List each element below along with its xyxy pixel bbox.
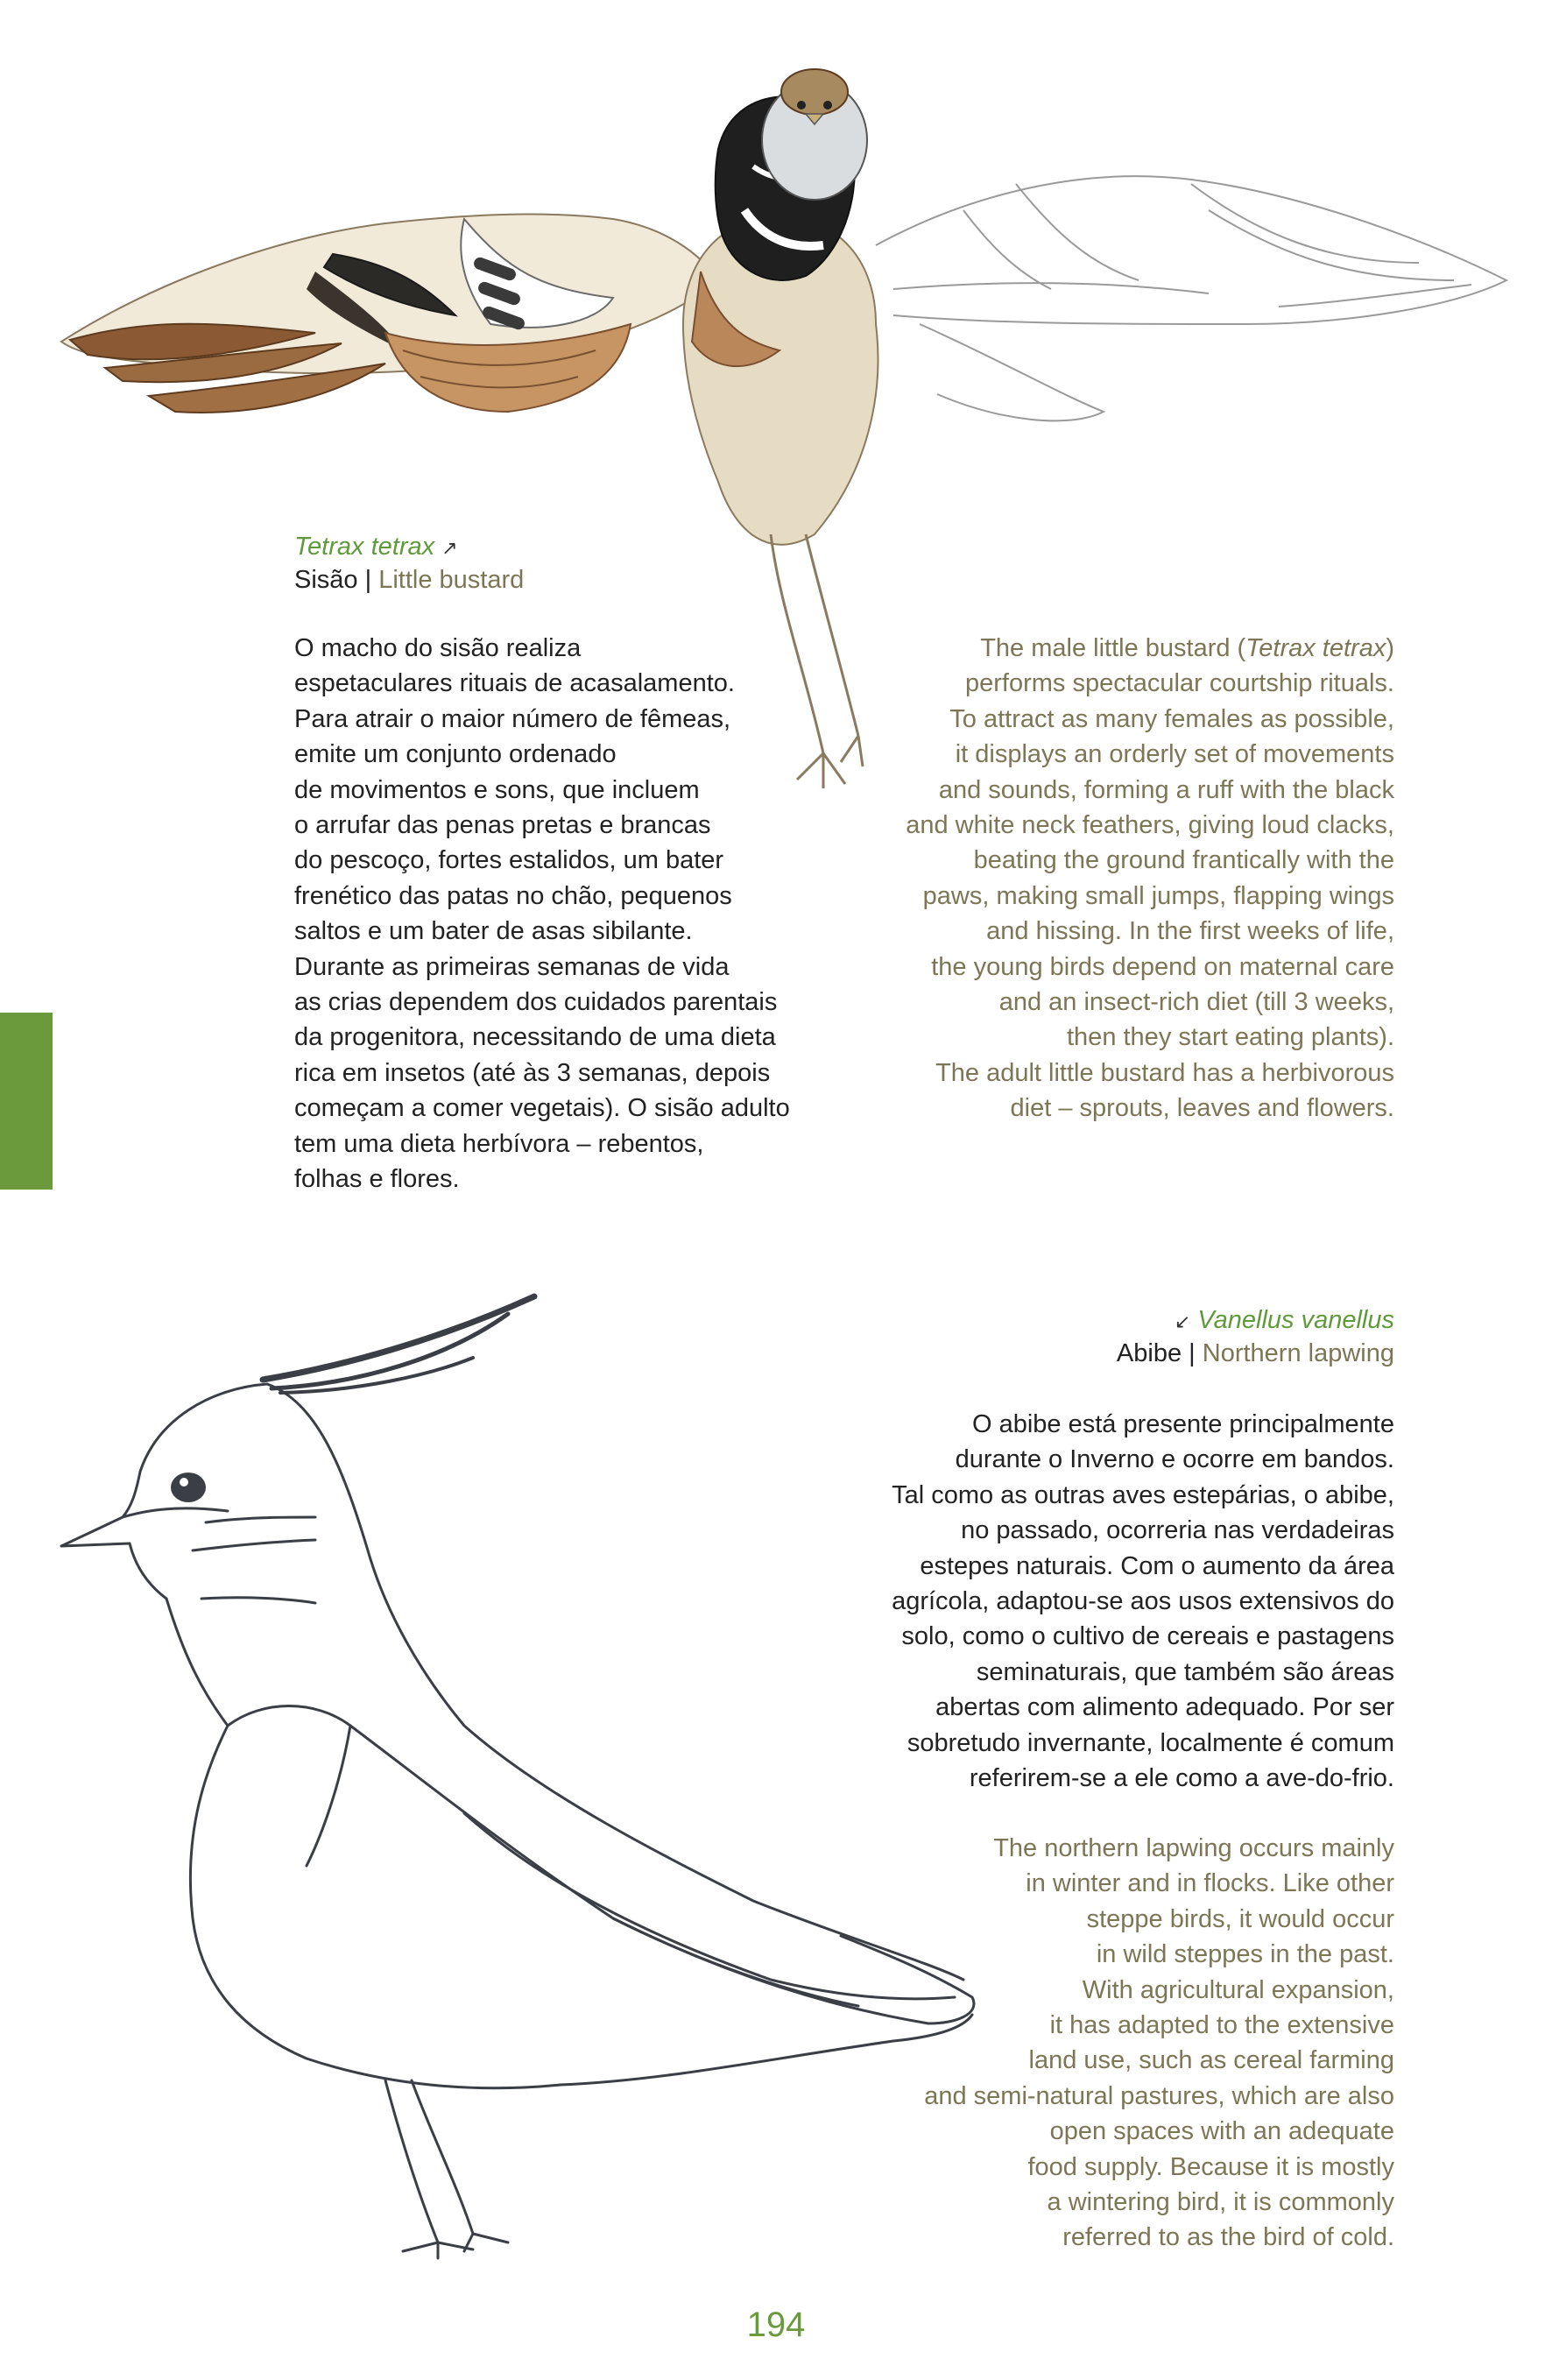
text-line: food supply. Because it is mostly [1027, 2152, 1394, 2181]
text-line: do pescoço, fortes estalidos, um bater [294, 846, 724, 875]
lapwing-latin-name [876, 1303, 1394, 1338]
text-line: in wild steppes in the past. [1096, 1940, 1394, 1969]
text-line: referred to as the bird of cold. [1062, 2223, 1394, 2252]
bustard-text-en [841, 631, 1394, 1126]
name-separator: | [1189, 1339, 1196, 1367]
text-line: Tal como as outras aves estepárias, o abibe, [892, 1480, 1394, 1509]
text-line: and white neck feathers, giving loud clacks, [906, 811, 1394, 840]
text-line: and an insect-rich diet (till 3 weeks, [998, 988, 1394, 1017]
bustard-text-pt [294, 631, 855, 1197]
text-line: seminaturais, que também são áreas [976, 1657, 1394, 1686]
text-line: sobretudo invernante, localmente é comum [907, 1728, 1394, 1757]
text-line: The northern lapwing occurs mainly [993, 1834, 1394, 1862]
text-line: then they start eating plants). [1067, 1023, 1394, 1052]
bustard-common-names [294, 563, 524, 597]
text-line: agrícola, adaptou-se aos usos extensivos do [892, 1587, 1394, 1616]
text-line: referirem-se a ele como a ave-do-frio. [969, 1764, 1394, 1793]
text-line: tem uma dieta herbívora – rebentos, [294, 1129, 704, 1158]
name-separator: | [364, 566, 372, 594]
text-line: no passado, ocorreria nas verdadeiras [961, 1516, 1394, 1545]
bustard-latin-text: Tetrax tetrax [294, 533, 435, 561]
bustard-name-en: Little bustard [378, 566, 525, 594]
text-line: saltos e um bater de asas sibilante. [294, 917, 693, 946]
text-line: and sounds, forming a ruff with the black [938, 775, 1394, 804]
bustard-left-wing [61, 215, 718, 413]
text-line: rica em insetos (até às 3 semanas, depois [294, 1058, 771, 1087]
text-line: paws, making small jumps, flapping wings [922, 881, 1394, 910]
bustard-body [683, 69, 878, 545]
page-number: 194 [746, 2306, 806, 2344]
text-line: performs spectacular courtship rituals. [965, 669, 1394, 698]
lapwing-text-pt [834, 1407, 1394, 1796]
bustard-en-rest [841, 666, 1394, 1126]
text-line: Para atrair o maior número de fêmeas, [294, 704, 731, 733]
text-line: steppe birds, it would occur [1086, 1904, 1394, 1933]
text-line: diet – sprouts, leaves and flowers. [1010, 1094, 1394, 1123]
text-line: Durante as primeiras semanas de vida [294, 952, 730, 981]
text-line: começam a comer vegetais). O sisão adulto [294, 1094, 790, 1123]
text-line: estepes naturais. Com o aumento da área [920, 1551, 1394, 1580]
text-line: The adult little bustard has a herbivorous [935, 1058, 1394, 1087]
text-line: da progenitora, necessitando de uma dieta [294, 1023, 776, 1052]
lapwing-name-pt: Abibe [1116, 1339, 1182, 1367]
arrow-down-left-icon: ↙ [1174, 1310, 1191, 1332]
lapwing-latin-text: Vanellus vanellus [1197, 1306, 1394, 1334]
lapwing-text-en [834, 1831, 1394, 2256]
text-line: o arrufar das penas pretas e brancas [294, 811, 711, 840]
text-line: O abibe está presente principalmente [971, 1410, 1394, 1438]
text-line: frenético das patas no chão, pequenos [294, 881, 732, 910]
text-line: a wintering bird, it is commonly [1047, 2188, 1394, 2217]
lapwing-common-names [876, 1337, 1394, 1370]
bustard-en-first-line [841, 631, 1394, 666]
text-line: abertas com alimento adequado. Por ser [935, 1693, 1394, 1722]
bustard-right-wing-sketch [876, 176, 1506, 420]
text-line: solo, como o cultivo de cereais e pastagens [901, 1622, 1394, 1651]
text-line: the young birds depend on maternal care [931, 952, 1394, 981]
text-span: ) [1386, 634, 1394, 662]
text-line: de movimentos e sons, que incluem [294, 775, 700, 804]
text-line: emite um conjunto ordenado [294, 740, 617, 769]
text-line: as crias dependem dos cuidados parentais [294, 988, 778, 1017]
text-line: beating the ground frantically with the [973, 846, 1394, 875]
text-line: land use, such as cereal farming [1028, 2046, 1394, 2075]
bustard-name-pt: Sisão [294, 566, 358, 594]
text-line: it displays an orderly set of movements [955, 740, 1394, 769]
arrow-up-right-icon: ↗ [441, 537, 458, 559]
text-line: folhas e flores. [294, 1165, 460, 1194]
text-line: With agricultural expansion, [1082, 1975, 1394, 2004]
text-line: O macho do sisão realiza [294, 634, 582, 662]
text-line: it has adapted to the extensive [1049, 2011, 1394, 2040]
text-line: To attract as many females as possible, [949, 704, 1394, 733]
text-line: and semi-natural pastures, which are also [924, 2081, 1394, 2110]
text-line: open spaces with an adequate [1049, 2117, 1394, 2146]
bustard-latin-name [294, 530, 458, 565]
lapwing-name-en: Northern lapwing [1202, 1339, 1394, 1367]
text-span: The male little bustard ( [980, 634, 1246, 662]
text-line: durante o Inverno e ocorre em bandos. [955, 1445, 1394, 1474]
text-line: in winter and in flocks. Like other [1026, 1869, 1394, 1898]
text-line: and hissing. In the first weeks of life, [986, 917, 1394, 946]
section-tab-bar [0, 1013, 53, 1190]
latin-inline: Tetrax tetrax [1245, 634, 1386, 662]
text-line: espetaculares rituais de acasalamento. [294, 669, 735, 698]
